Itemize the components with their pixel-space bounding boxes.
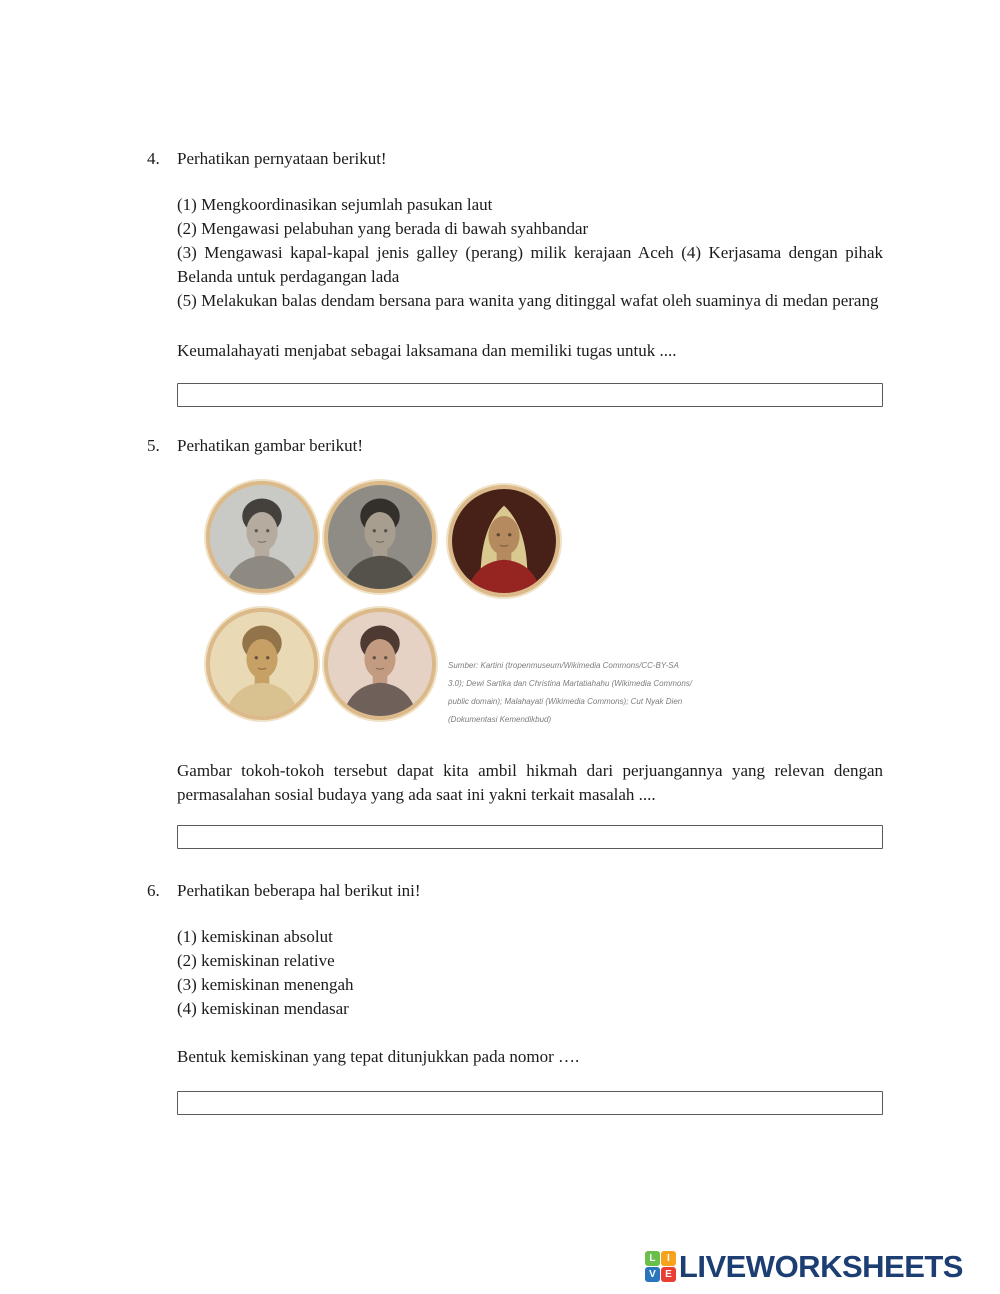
question-6-title: Perhatikan beberapa hal berikut ini! (177, 881, 421, 900)
statement-line: (3) kemiskinan menengah (177, 975, 354, 994)
statement-line: (2) kemiskinan relative (177, 951, 335, 970)
portrait-grid (206, 481, 766, 724)
portrait-kartini (206, 481, 318, 593)
question-4-title: Perhatikan pernyataan berikut! (177, 149, 387, 168)
statement-line: (5) Melakukan balas dendam bersana para wanita yang ditinggal wafat oleh suaminya di medan perang (177, 291, 879, 310)
statement-line: (4) kemiskinan mendasar (177, 999, 349, 1018)
portrait-illustration (452, 489, 556, 593)
figure-source-caption (448, 657, 698, 729)
portrait-illustration (210, 612, 314, 716)
caption-line: public domain); Malahayati (Wikimedia Commons); Cut Nyak Dien (448, 697, 683, 706)
question-5-number: 5. (147, 436, 160, 455)
question-4-answer-input[interactable] (177, 383, 883, 407)
statement-line: (3) Mengawasi kapal-kapal jenis galley (perang) milik kerajaan Aceh (4) Kerjasama dengan pihak Belanda untuk perdagangan lada (177, 243, 883, 286)
question-6-prompt: Bentuk kemiskinan yang tepat ditunjukkan pada nomor …. (177, 1047, 580, 1066)
question-4 (147, 147, 883, 407)
question-5-prompt: Gambar tokoh-tokoh tersebut dapat kita ambil hikmah dari perjuangannya yang relevan dengan permasalahan sosial budaya yang ada saat ini yakni terkait masalah .... (177, 761, 883, 804)
liveworksheets-logo (645, 1248, 963, 1284)
question-4-statements (177, 193, 883, 313)
question-5-title: Perhatikan gambar berikut! (177, 436, 363, 455)
heroines-figure (177, 481, 883, 724)
portrait-dewi-sartika (324, 481, 436, 593)
caption-line: Sumber: Kartini (tropenmuseum/Wikimedia Commons/CC-BY-SA (448, 661, 679, 670)
question-6-statements (177, 925, 883, 1021)
logo-tile-e: E (661, 1267, 676, 1282)
question-5 (147, 434, 883, 849)
portrait-illustration (328, 485, 432, 589)
caption-line: (Dokumentasi Kemendikbud) (448, 715, 552, 724)
question-4-number: 4. (147, 149, 160, 168)
portrait-cut-nyak-dien (206, 608, 318, 720)
question-5-answer-input[interactable] (177, 825, 883, 849)
liveworksheets-logo-icon (645, 1251, 676, 1282)
portrait-christina-martatiahahu (324, 608, 436, 720)
statement-line: (1) kemiskinan absolut (177, 927, 333, 946)
question-6-number: 6. (147, 881, 160, 900)
question-4-prompt: Keumalahayati menjabat sebagai laksamana dan memiliki tugas untuk .... (177, 341, 677, 360)
logo-text: LIVEWORKSHEETS (678, 1248, 963, 1284)
logo-tile-i: I (661, 1251, 676, 1266)
portrait-malahayati (448, 485, 560, 597)
logo-tile-l: L (645, 1251, 660, 1266)
portrait-illustration (210, 485, 314, 589)
portrait-illustration (328, 612, 432, 716)
statement-line: (1) Mengkoordinasikan sejumlah pasukan laut (177, 195, 493, 214)
question-6-answer-input[interactable] (177, 1091, 883, 1115)
question-6 (147, 879, 883, 1115)
caption-line: 3.0); Dewi Sartika dan Christina Martatiahahu (Wikimedia Commons/ (448, 679, 693, 688)
logo-tile-v: V (645, 1267, 660, 1282)
statement-line: (2) Mengawasi pelabuhan yang berada di bawah syahbandar (177, 219, 589, 238)
